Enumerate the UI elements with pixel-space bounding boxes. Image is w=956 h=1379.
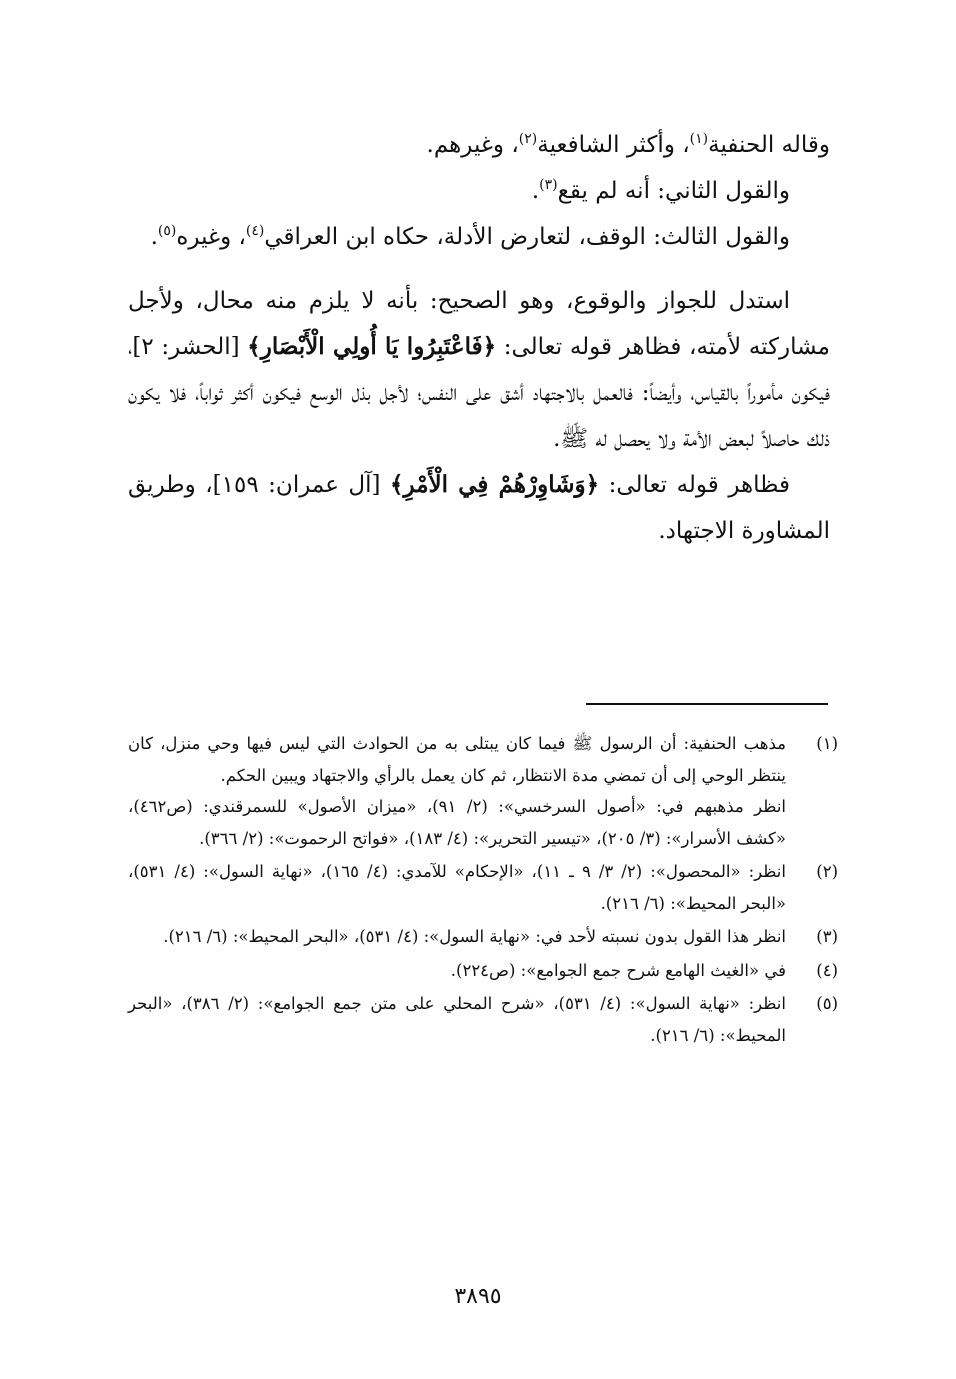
main-text [128, 122, 830, 554]
footnote-body [128, 856, 786, 919]
footnote-number: (٢) [816, 862, 838, 881]
page-number: ٣٨٩٥ [454, 1284, 502, 1309]
footnote-body [128, 921, 786, 953]
footnote-body [128, 728, 786, 854]
footnote-number: (٣) [816, 927, 838, 946]
footnote-ref-4[interactable]: (٤) [245, 223, 265, 239]
quran-verse-al-imran: ﴿وَشَاوِرْهُمْ فِي الْأَمْرِ﴾ [390, 471, 600, 498]
footnote-1 [128, 728, 838, 854]
paragraph-4 [128, 278, 830, 462]
paragraph-5 [128, 462, 830, 554]
footnote-separator [586, 703, 828, 705]
footnote-text: في «الغيث الهامع شرح جمع الجوامع»: (ص٢٢٤). [450, 960, 786, 980]
footnote-text: انظر: «المحصول»: (٢/ ٣/ ٩ ـ ١١)، «الإحكام» للآمدي: (٤/ ١٦٥)، «نهاية السول»: (٤/ ٥٣١)، «البحر المحيط»: (٦/ ٢١٦). [128, 862, 786, 913]
footnote-2 [128, 856, 838, 919]
paragraph-3-text-a: والقول الثالث: الوقف، لتعارض الأدلة، حكاه ابن العراقي [264, 224, 790, 250]
footnote-body [128, 955, 786, 987]
footnote-text: انظر هذا القول بدون نسبته لأحد في: «نهاية السول»: (٤/ ٥٣١)، «البحر المحيط»: (٦/ ٢١٦). [163, 927, 786, 946]
paragraph-5-text-b: [آل عمران: ١٥٩]، وطريق المشاورة الاجتهاد. [128, 472, 830, 544]
paragraph-3-text-c: . [150, 224, 158, 250]
paragraph-2-text-a: والقول الثاني: أنه لم يقع [557, 178, 790, 204]
paragraph-1-text-a: وقاله الحنفية [708, 132, 830, 158]
footnote-body [128, 988, 786, 1051]
footnotes [128, 728, 838, 1053]
footnote-3 [128, 921, 838, 953]
paragraph-5-text-a: فظاهر قوله تعالى: [608, 472, 791, 498]
paragraph-1-text-b: ، وأكثر الشافعية [537, 132, 690, 158]
paragraph-2-text-c: . [531, 178, 540, 204]
footnote-ref-1[interactable]: (١) [689, 131, 709, 147]
paragraph-4-text-a: استدل للجواز والوقوع، وهو الصحيح: بأنه لا يلزم منه محال، ولأجل مشاركته لأمته، فظاهر قوله تعالى: [128, 288, 830, 360]
footnote-number: (٤) [816, 960, 838, 980]
footnote-number: (٥) [816, 994, 838, 1013]
footnote-5 [128, 988, 838, 1051]
footnote-text: انظر: «نهاية السول»: (٤/ ٥٣١)، «شرح المحلي على متن جمع الجوامع»: (٢/ ٣٨٦)، «البحر المحيط»: (٦/ ٢١٦). [128, 994, 786, 1045]
footnote-number: (١) [816, 734, 838, 753]
quran-verse-al-hashr: ﴿فَاعْتَبِرُوا يَا أُولِي الْأَبْصَارِ﴾ [247, 333, 497, 360]
paragraph-2 [128, 168, 830, 214]
paragraph-1-text-c: ، وغيرهم. [426, 132, 519, 158]
paragraph-3-text-b: ، وغيره [176, 224, 246, 250]
footnote-text: مذهب الحنفية: أن الرسول ﷺ فيما كان يبتلى به من الحوادث التي ليس فيها وحي منزل، كان ينتظر الوحي إلى أن تمضي مدة الانتظار، ثم كان يعمل بالرأي والاجتهاد ويبين الحكم. [128, 734, 786, 785]
footnote-ref-3[interactable]: (٣) [539, 177, 558, 193]
paragraph-1 [128, 122, 830, 168]
footnote-ref-2[interactable]: (٢) [518, 131, 538, 147]
paragraph-3 [128, 214, 830, 260]
footnote-4 [128, 955, 838, 987]
footnote-text-sources: انظر مذهبهم في: «أصول السرخسي»: (٢/ ٩١)، «ميزان الأصول» للسمرقندي: (ص٤٦٢)، «كشف الأسرار»: (٣/ ٢٠٥)، «تيسير التحرير»: (٤/ ١٨٣)، «فواتح الرحموت»: (٢/ ٣٦٦). [128, 797, 786, 848]
footnote-ref-5[interactable]: (٥) [157, 223, 177, 239]
paragraph-4-text-b: [الحشر: ٢]، فيكون مأموراً بالقياس، وأيضاً: فالعمل بالاجتهاد أشق على النفس؛ لأجل بذل الوسع فيكون أكثر ثواباً، فلا يكون ذلك حاصلاً لبعض الأمة ولا يحصل له ﷺ. [128, 334, 830, 452]
